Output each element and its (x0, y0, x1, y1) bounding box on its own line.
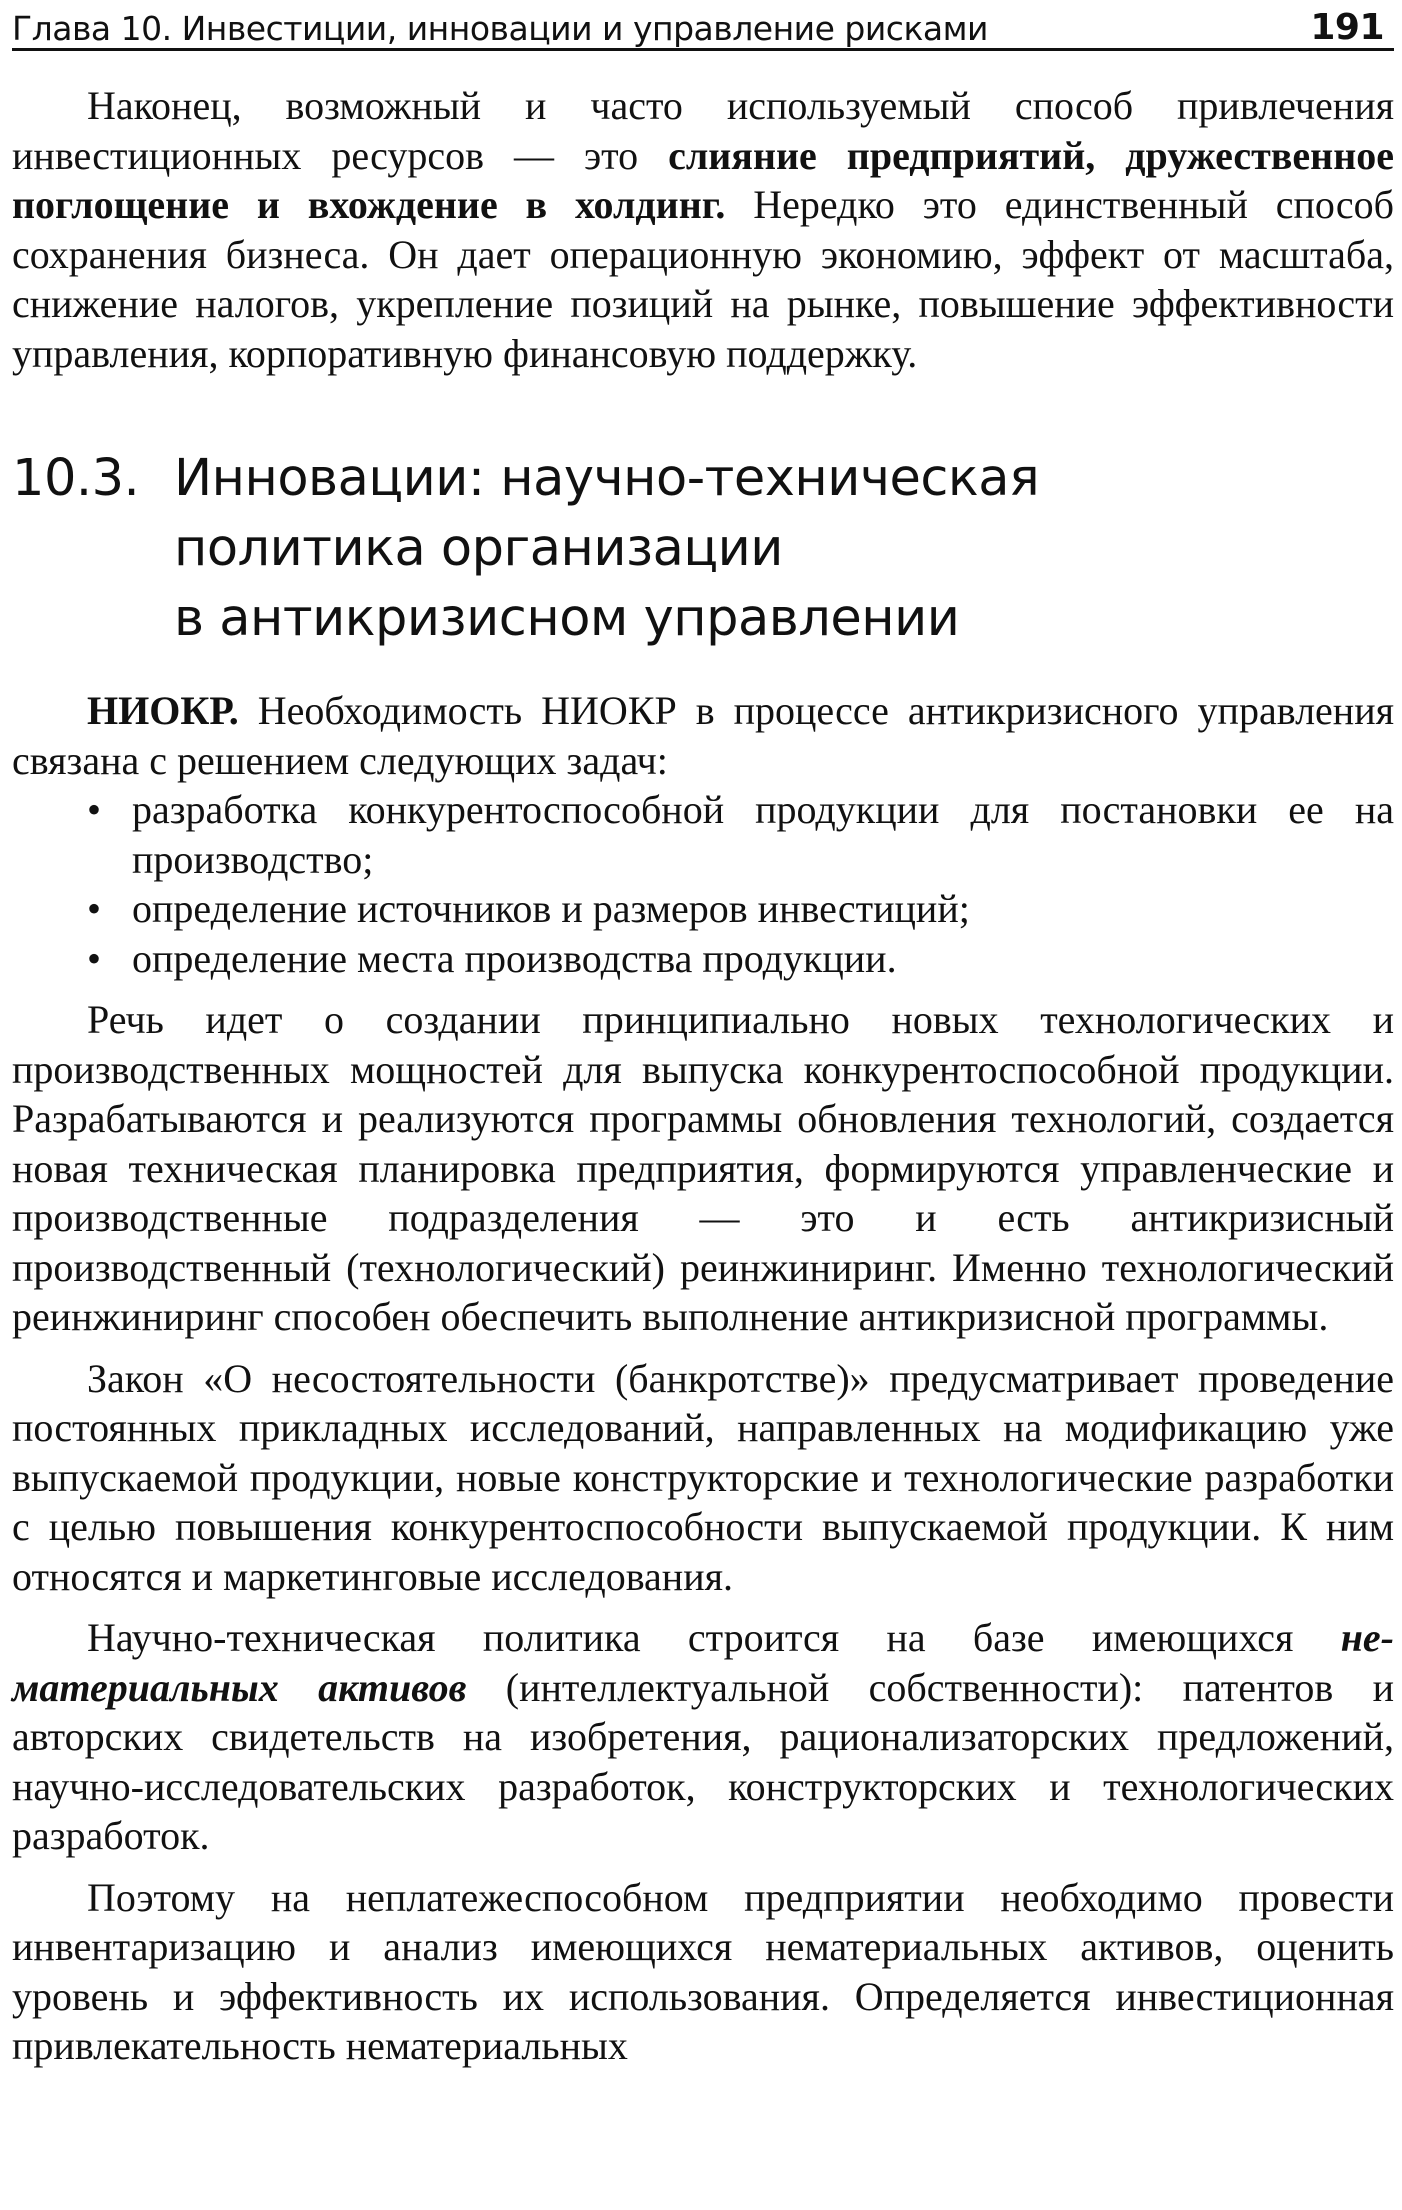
book-page (12, 0, 1394, 2071)
paragraph-reengineering: Речь идет о создании принципиально новых технологических и производственных мощностей для выпуска конкурентоспособной продукции. Разрабатываются и реализуются программы обновления технологий, создается новая техническая планировка предприятия, формируются управленческие и производственные подразделения — это и есть антикризисный производственный (технологический) реинжиниринг. Именно технологический реинжиниринг способен обеспечить выполнение антикризисной программы. (12, 997, 1394, 1339)
list-item (12, 934, 1394, 984)
paragraph-intangible-assets (12, 1613, 1394, 1861)
bullet-mark: • (87, 787, 102, 832)
section-number: 10.3. (12, 449, 140, 508)
paragraph-niokr (12, 686, 1394, 785)
intangible-emphasis: нематериальных активов (12, 1615, 1394, 1710)
list-item-text: определение места производства продукции. (132, 935, 897, 981)
page-number: 191 (1310, 7, 1384, 48)
list-item-text: разработка конкурентоспособной продукции для постановки ее на производство; (132, 787, 1394, 882)
paragraph-bankruptcy-law: Закон «О несостоятельности (банкротстве)» предусматривает проведение постоянных прикладных исследований, направленных на модификацию уже выпускаемой продукции, новые конструкторские и технологические разработки с целью повышения конкурентоспособности выпускаемой продукции. К ним относятся и маркетинговые исследования. (12, 1355, 1394, 1599)
paragraph-mergers-emphasis: слияние предприятий, дружественное поглощение и вхождение в холдинг. (12, 132, 1394, 227)
task-list (12, 785, 1394, 983)
paragraph-inventory: Поэтому на неплатежеспособном предприятии необходимо провести инвентаризацию и анализ имеющихся нематериальных активов, оценить уровень и эффективность их использования. Определяется инвестиционная привлекательность нематериальных (12, 1874, 1394, 2068)
intangible-text-end: (интеллектуальной собственности): патентов и авторских свидетельств на изобретения, рационализаторских предложений, научно-исследовательских разработок, конструкторских и технологических разработок. (12, 1664, 1394, 1858)
section-title: Инновации: научно-техническая политика организации в антикризисном управлении (174, 449, 1040, 648)
chapter-title: Глава 10. Инвестиции, инновации и управление рисками (12, 9, 988, 48)
section-heading (12, 444, 1394, 654)
list-item (12, 884, 1394, 934)
bullet-mark: • (87, 886, 102, 931)
running-header (12, 0, 1394, 51)
paragraph-mergers-text-end: Нередко это единственный способ сохранения бизнеса. Он дает операционную экономию, эффект от масштаба, снижение налогов, укрепление позиций на рынке, повышение эффективности управления, корпоративную финансовую поддержку. (12, 182, 1394, 376)
list-item-text: определение источников и размеров инвестиций; (132, 886, 970, 931)
list-item (12, 785, 1394, 884)
intangible-text-start: Научно-техническая политика строится на базе имеющихся (87, 1615, 1341, 1660)
paragraph-mergers (12, 81, 1394, 378)
niokr-lead: НИОКР. (87, 688, 239, 733)
bullet-mark: • (87, 935, 102, 981)
page-body (12, 81, 1394, 2071)
niokr-text: Необходимость НИОКР в процессе антикризисного управления связана с решением следующих задач: (12, 688, 1394, 783)
paragraph-mergers-text-start: Наконец, возможный и часто используемый способ привлечения инвестиционных ресурсов — это (12, 83, 1394, 178)
